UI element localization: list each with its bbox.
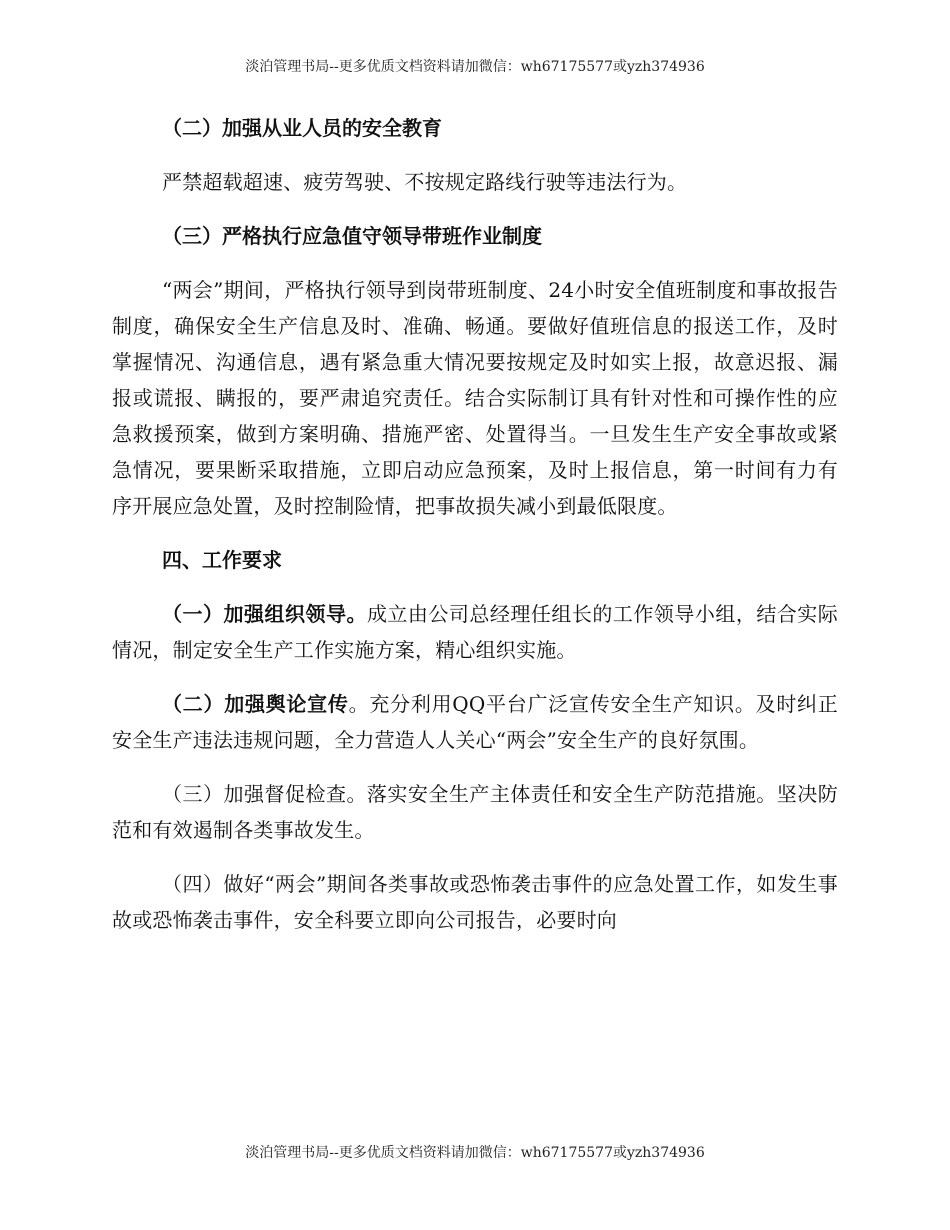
section-heading-work-requirements: 四、工作要求 xyxy=(162,548,282,572)
page-footer-watermark: 淡泊管理书局--更多优质文档资料请加微信：wh67175577或yzh374936 xyxy=(245,1145,705,1161)
paragraph-requirement-inspection: （三）加强督促检查。落实安全生产主体责任和安全生产防范措施。坚决防范和有效遏制各类事故发生。 xyxy=(112,782,838,842)
requirement-publicity-lead: （二）加强舆论宣传 xyxy=(162,692,349,716)
paragraph-safety-education: 严禁超载超速、疲劳驾驶、不按规定路线行驶等违法行为。 xyxy=(162,170,688,194)
document-body xyxy=(112,110,838,938)
section-heading-emergency-duty: （三）严格执行应急值守领导带班作业制度 xyxy=(162,224,542,248)
requirement-organization-text: 成立由公司总经理任组长的工作领导小组，结合实际情况，制定安全生产工作实施方案，精心组织实施。 xyxy=(112,602,838,662)
paragraph-requirement-organization xyxy=(112,596,838,668)
requirement-organization-lead: （一）加强组织领导。 xyxy=(162,602,367,626)
section-heading-safety-education: （二）加强从业人员的安全教育 xyxy=(162,116,442,140)
paragraph-emergency-duty: “两会”期间，严格执行领导到岗带班制度、24小时安全值班制度和事故报告制度，确保安全生产信息及时、准确、畅通。要做好值班信息的报送工作，及时掌握情况、沟通信息，遇有紧急重大情况要按规定及时如实上报，故意迟报、漏报或谎报、瞒报的，要严肃追究责任。结合实际制订具有针对性和可操作性的应急救援预案，做到方案明确、措施严密、处置得当。一旦发生生产安全事故或紧急情况，要果断采取措施，立即启动应急预案，及时上报信息，第一时间有力有序开展应急处置，及时控制险情，把事故损失减小到最低限度。 xyxy=(112,278,838,518)
paragraph-requirement-emergency-handling: （四）做好“两会”期间各类事故或恐怖袭击事件的应急处置工作，如发生事故或恐怖袭击事件，安全科要立即向公司报告，必要时向 xyxy=(112,872,838,932)
requirement-publicity-text: 。充分利用QQ平台广泛宣传安全生产知识。及时纠正安全生产违法违规问题，全力营造人人关心“两会”安全生产的良好氛围。 xyxy=(112,692,838,752)
paragraph-requirement-publicity xyxy=(112,686,838,758)
page-header-watermark: 淡泊管理书局--更多优质文档资料请加微信：wh67175577或yzh374936 xyxy=(245,59,705,75)
